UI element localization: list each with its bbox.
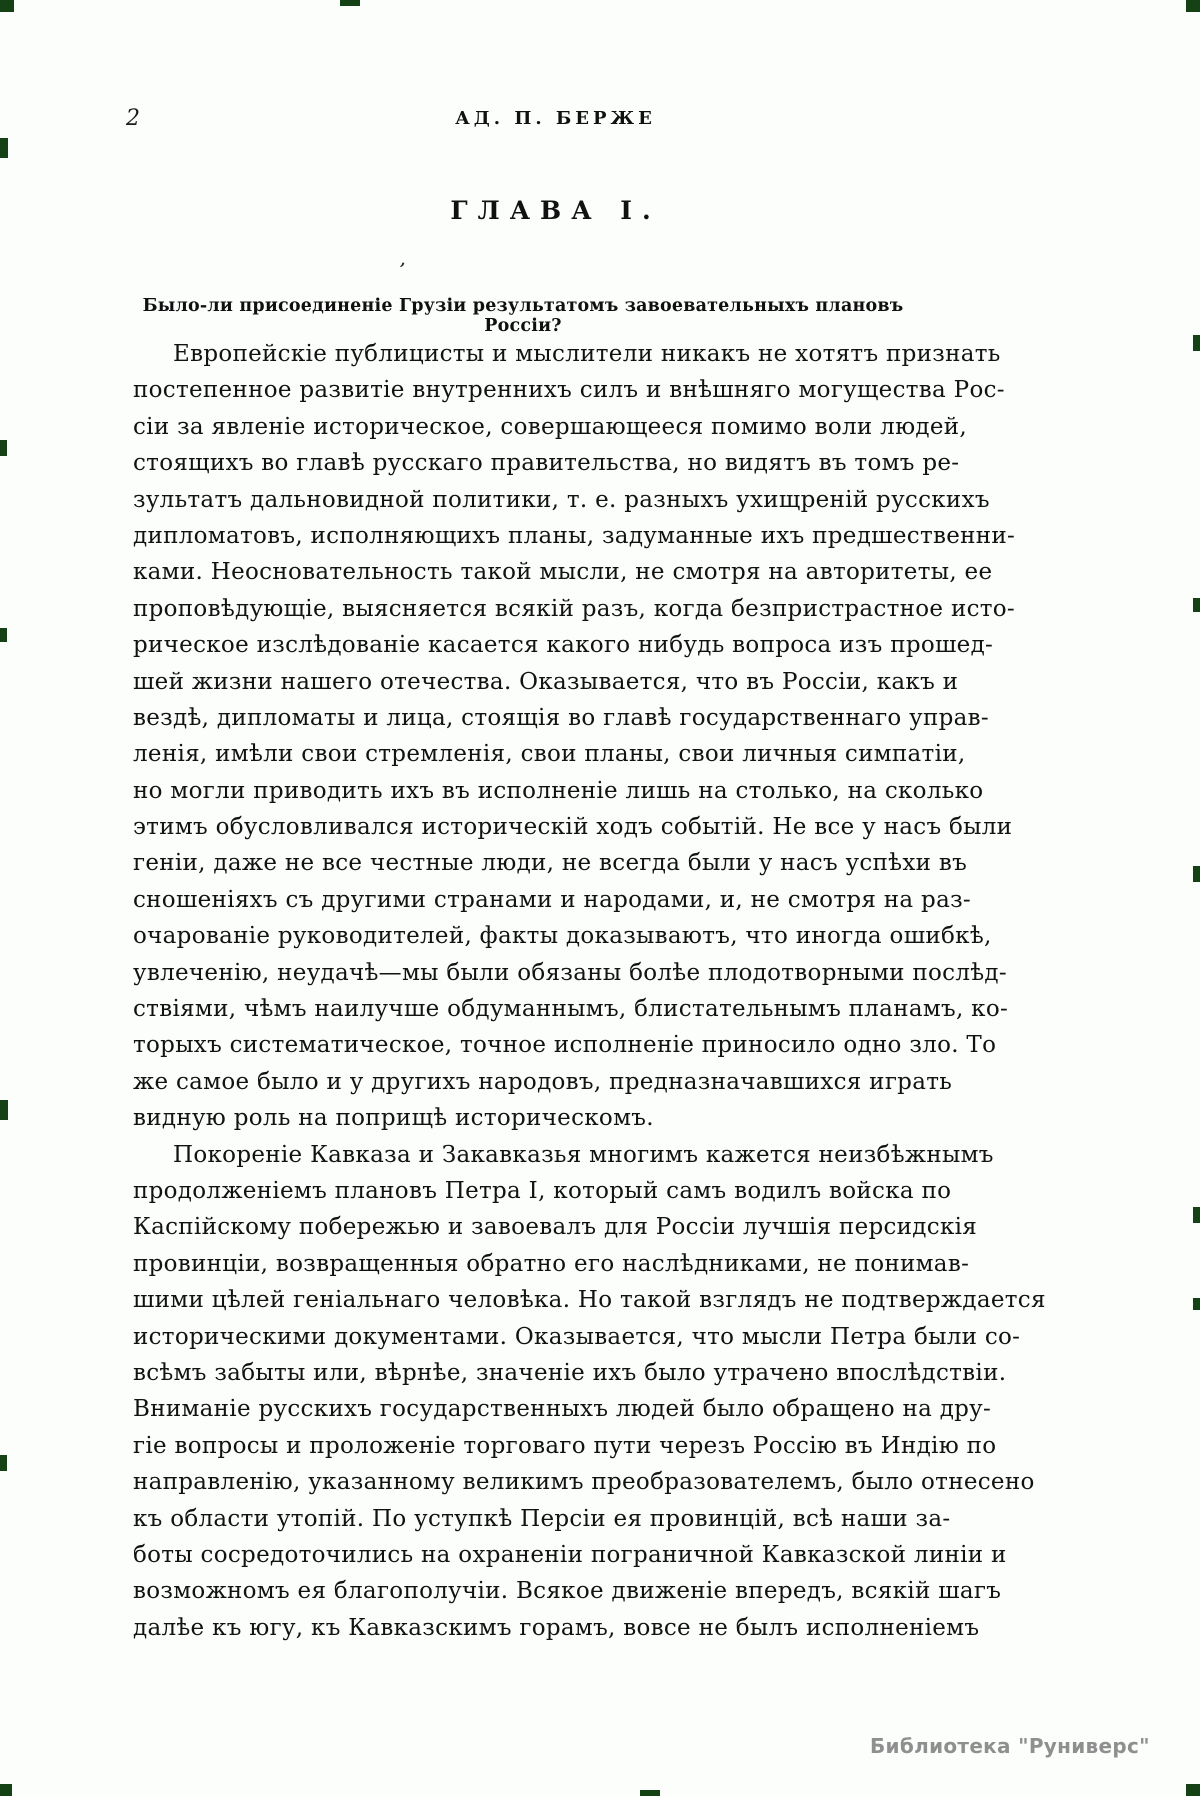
body-text: [133, 336, 1046, 1646]
text-line: зультатъ дальновидной политики, т. е. разныхъ ухищреній русскихъ: [133, 486, 990, 513]
scan-artifact: [640, 1790, 660, 1796]
text-line: провинціи, возвращенныя обратно его наслѣдниками, не понимав-: [133, 1250, 970, 1277]
text-line: этимъ обусловливался историческій ходъ событій. Не все у насъ были: [133, 814, 1013, 841]
scan-artifact: [0, 0, 14, 12]
scan-artifact: [1186, 0, 1200, 12]
text-line: всѣмъ забыты или, вѣрнѣе, значеніе ихъ было утрачено впослѣдствіи.: [133, 1359, 1007, 1386]
scan-artifact: [1193, 866, 1200, 882]
text-line: вездѣ, дипломаты и лица, стоящія во главѣ государственнаго управ-: [133, 704, 989, 731]
text-line: Покореніе Кавказа и Закавказья многимъ кажется неизбѣжнымъ: [173, 1141, 994, 1168]
text-line: же самое было и у другихъ народовъ, предназначавшихся играть: [133, 1068, 953, 1095]
running-head: АД. П. БЕРЖЕ: [455, 108, 656, 129]
scan-artifact: [1193, 598, 1200, 612]
text-line: ленія, имѣли свои стремленія, свои планы, свои личныя симпатіи,: [133, 741, 966, 768]
text-line: торыхъ систематическое, точное исполненіе приносило одно зло. То: [133, 1032, 997, 1059]
scan-speck: ’: [395, 257, 407, 283]
chapter-heading: ГЛАВА I.: [450, 196, 661, 225]
text-line: продолженіемъ плановъ Петра I, который самъ водилъ войска по: [133, 1177, 952, 1204]
text-line: геніи, даже не все честные люди, не всегда были у насъ успѣхи въ: [133, 850, 968, 877]
scan-artifact: [0, 628, 7, 642]
scan-artifact: [1193, 335, 1200, 351]
page-number: 2: [126, 106, 140, 131]
text-line: дипломатовъ, исполняющихъ планы, задуманные ихъ предшественни-: [133, 522, 1016, 549]
text-line: ками. Неосновательность такой мысли, не смотря на авторитеты, ее: [133, 559, 993, 586]
scan-artifact: [0, 138, 8, 158]
text-line: шей жизни нашего отечества. Оказывается, что въ Россіи, какъ и: [133, 668, 959, 695]
text-line: постепенное развитіе внутреннихъ силъ и внѣшняго могущества Рос-: [133, 377, 1005, 404]
text-line: но могли приводить ихъ въ исполненіе лишь на столько, на сколько: [133, 777, 984, 804]
paragraph-2: [133, 1137, 1046, 1646]
chapter-subtitle: Было-ли присоединеніе Грузіи результатомъ завоевательныхъ плановъ Россіи?: [142, 296, 904, 336]
text-line: далѣе къ югу, къ Кавказскимъ горамъ, вовсе не былъ исполненіемъ: [133, 1614, 980, 1641]
library-watermark: Библиотека "Руниверс": [870, 1734, 1150, 1758]
text-line: стоящихъ во главѣ русскаго правительства, но видятъ въ томъ ре-: [133, 450, 960, 477]
text-line: гіе вопросы и проложеніе торговаго пути черезъ Россію въ Индію по: [133, 1432, 997, 1459]
text-line: ствіями, чѣмъ наилучше обдуманнымъ, блистательнымъ планамъ, ко-: [133, 996, 1009, 1023]
scan-artifact: [0, 440, 7, 456]
text-line: рическое изслѣдованіе касается какого нибудь вопроса изъ прошед-: [133, 632, 994, 659]
scan-artifact: [1193, 1298, 1200, 1310]
scan-artifact: [1186, 1784, 1200, 1796]
text-line: направленію, указанному великимъ преобразователемъ, было отнесено: [133, 1469, 1035, 1496]
paragraph-1: [133, 336, 1016, 1137]
text-line: проповѣдующіе, выясняется всякій разъ, когда безпристрастное исто-: [133, 595, 1015, 622]
scan-artifact: [0, 1455, 7, 1471]
text-line: очарованіе руководителей, факты доказываютъ, что иногда ошибкѣ,: [133, 923, 992, 950]
text-line: историческими документами. Оказывается, что мысли Петра были со-: [133, 1323, 1021, 1350]
scan-artifact: [0, 1784, 12, 1796]
scan-artifact: [340, 0, 360, 6]
text-line: Каспійскому побережью и завоевалъ для Россіи лучшія персидскія: [133, 1214, 978, 1241]
scan-artifact: [0, 1100, 8, 1120]
scan-artifact: [1193, 1207, 1200, 1223]
text-line: Вниманіе русскихъ государственныхъ людей было обращено на дру-: [133, 1396, 992, 1423]
text-line: сношеніяхъ съ другими странами и народами, и, не смотря на раз-: [133, 886, 971, 913]
text-line: видную роль на поприщѣ историческомъ.: [133, 1105, 654, 1132]
text-line: боты сосредоточились на охраненіи пограничной Кавказской линіи и: [133, 1541, 1007, 1568]
text-line: сіи за явленіе историческое, совершающееся помимо воли людей,: [133, 413, 968, 440]
text-line: Европейскіе публицисты и мыслители никакъ не хотятъ признать: [173, 341, 1001, 367]
text-line: шими цѣлей геніальнаго человѣка. Но такой взглядъ не подтверждается: [133, 1287, 1046, 1314]
text-line: къ области утопій. По уступкѣ Персіи ея провинцій, всѣ наши за-: [133, 1505, 951, 1532]
text-line: возможномъ ея благополучіи. Всякое движеніе впередъ, всякій шагъ: [133, 1578, 1002, 1605]
text-line: увлеченію, неудачѣ—мы были обязаны болѣе плодотворными послѣд-: [133, 959, 1007, 986]
